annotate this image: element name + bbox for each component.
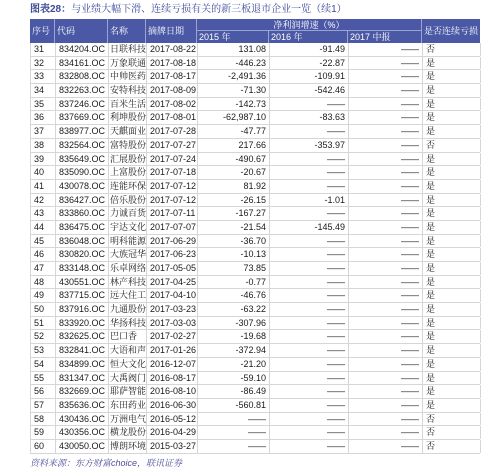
cell-growth-2016: —— (270, 385, 349, 398)
table-row (30, 153, 480, 167)
cell-code: 430078.OC (56, 180, 109, 193)
table-body (30, 43, 480, 454)
cell-growth-2017-interim: —— (349, 385, 423, 398)
cell-growth-2015: -47.77 (198, 125, 270, 138)
cell-name: 万洲电气 (110, 413, 147, 424)
header-code: 代码 (55, 19, 108, 43)
cell-code: 833860.OC (56, 207, 109, 220)
header-2016: 2016 年 (269, 31, 348, 43)
cell-seq: 34 (31, 84, 56, 97)
cell-growth-2015: -307.96 (198, 317, 270, 330)
cell-delisting-date: 2016-06-30 (147, 399, 198, 412)
cell-growth-2016: —— (270, 344, 349, 357)
delisted-companies-table (30, 19, 480, 454)
cell-seq: 52 (31, 330, 56, 343)
cell-growth-2017-interim: —— (349, 330, 423, 343)
cell-growth-2015: —— (198, 413, 270, 426)
table-row (30, 440, 480, 454)
cell-consecutive-loss: 是 (423, 57, 481, 70)
table-header (30, 19, 480, 43)
cell-consecutive-loss: 否 (423, 43, 481, 56)
cell-growth-2017-interim: —— (349, 372, 423, 385)
cell-growth-2017-interim: —— (349, 125, 423, 138)
cell-seq: 31 (31, 43, 56, 56)
cell-name: 利坤股份 (110, 112, 147, 123)
cell-seq: 33 (31, 70, 56, 83)
cell-delisting-date: 2017-08-17 (147, 70, 198, 83)
cell-consecutive-loss: 是 (423, 166, 481, 179)
table-row (30, 180, 480, 194)
cell-growth-2017-interim: —— (349, 180, 423, 193)
cell-seq: 38 (31, 139, 56, 152)
cell-growth-2015: -62,987.10 (198, 111, 270, 124)
cell-code: 834899.OC (56, 358, 109, 371)
cell-growth-2016: -1.01 (270, 194, 349, 207)
cell-name: 九通股份 (110, 304, 147, 315)
cell-consecutive-loss: 是 (423, 84, 481, 97)
source-note: 资料来源：东方财富choice，联讯证券 (30, 458, 183, 468)
cell-consecutive-loss: 是 (423, 276, 481, 289)
cell-consecutive-loss: 是 (423, 194, 481, 207)
cell-seq: 40 (31, 166, 56, 179)
cell-code: 837715.OC (56, 289, 109, 302)
cell-name: 远大住工 (110, 290, 147, 301)
cell-growth-2017-interim: —— (349, 221, 423, 234)
table-row (30, 43, 480, 57)
cell-growth-2017-interim: —— (349, 139, 423, 152)
cell-growth-2016: -83.63 (270, 111, 349, 124)
table-row (30, 372, 480, 386)
cell-delisting-date: 2017-04-10 (147, 289, 198, 302)
cell-growth-2015: -0.77 (198, 276, 270, 289)
cell-growth-2016: —— (270, 440, 349, 453)
cell-code: 832808.OC (56, 70, 109, 83)
cell-seq: 37 (31, 125, 56, 138)
cell-name: 安特科技 (110, 85, 147, 96)
cell-growth-2016: —— (270, 426, 349, 439)
cell-consecutive-loss: 是 (423, 303, 481, 316)
cell-code: 832669.OC (56, 385, 109, 398)
cell-consecutive-loss: 是 (423, 372, 481, 385)
table-row (30, 84, 480, 98)
cell-code: 837916.OC (56, 303, 109, 316)
cell-delisting-date: 2017-03-03 (147, 317, 198, 330)
figure-title (30, 2, 480, 17)
cell-seq: 55 (31, 372, 56, 385)
cell-growth-2015: -10.13 (198, 248, 270, 261)
cell-name: 倍乐股份 (110, 194, 147, 205)
cell-consecutive-loss: 是 (423, 385, 481, 398)
cell-delisting-date: 2016-04-29 (147, 426, 198, 439)
cell-growth-2017-interim: —— (349, 317, 423, 330)
cell-growth-2015: 217.66 (198, 139, 270, 152)
cell-growth-2016: -91.49 (270, 43, 349, 56)
cell-seq: 45 (31, 235, 56, 248)
cell-growth-2015: -21.54 (198, 221, 270, 234)
cell-seq: 48 (31, 276, 56, 289)
table-row (30, 111, 480, 125)
cell-growth-2015: -2,491.36 (198, 70, 270, 83)
cell-code: 430551.OC (56, 276, 109, 289)
cell-code: 833920.OC (56, 317, 109, 330)
table-row (30, 248, 480, 262)
table-row (30, 57, 480, 71)
cell-name: 万象联通 (110, 57, 147, 68)
cell-growth-2017-interim: —— (349, 262, 423, 275)
cell-delisting-date: 2017-08-22 (147, 43, 198, 56)
cell-consecutive-loss: 是 (423, 262, 481, 275)
cell-growth-2016: -145.49 (270, 221, 349, 234)
cell-code: 836048.OC (56, 235, 109, 248)
table-row (30, 262, 480, 276)
cell-growth-2016: —— (270, 262, 349, 275)
cell-code: 837246.OC (56, 98, 109, 111)
cell-code: 836475.OC (56, 221, 109, 234)
table-row (30, 385, 480, 399)
cell-consecutive-loss: 是 (423, 111, 481, 124)
cell-delisting-date: 2016-08-17 (147, 372, 198, 385)
table-row (30, 426, 480, 440)
cell-growth-2017-interim: —— (349, 111, 423, 124)
table-row (30, 330, 480, 344)
cell-name: 乐卓网络 (110, 263, 147, 273)
table-row (30, 139, 480, 153)
cell-code: 832841.OC (56, 344, 109, 357)
cell-growth-2017-interim: —— (349, 358, 423, 371)
cell-growth-2016: —— (270, 330, 349, 343)
cell-growth-2017-interim: —— (349, 248, 423, 261)
table-row (30, 125, 480, 139)
cell-growth-2015: -167.27 (198, 207, 270, 220)
cell-consecutive-loss: 否 (423, 139, 481, 152)
cell-growth-2015: 81.92 (198, 180, 270, 193)
table-row (30, 70, 480, 84)
cell-code: 830820.OC (56, 248, 109, 261)
cell-name: 百米生活 (110, 98, 147, 109)
cell-delisting-date: 2017-07-07 (147, 221, 198, 234)
table-row (30, 317, 480, 331)
cell-growth-2016: —— (270, 413, 349, 426)
cell-growth-2016: —— (270, 303, 349, 316)
cell-name: 富特股份 (110, 139, 147, 150)
cell-consecutive-loss: 是 (423, 153, 481, 166)
cell-seq: 36 (31, 111, 56, 124)
cell-growth-2016: -109.91 (270, 70, 349, 83)
cell-seq: 54 (31, 358, 56, 371)
table-row (30, 413, 480, 427)
cell-consecutive-loss: 是 (423, 317, 481, 330)
cell-growth-2015: -63.22 (198, 303, 270, 316)
cell-delisting-date: 2017-07-11 (147, 207, 198, 220)
cell-growth-2016: -353.97 (270, 139, 349, 152)
cell-growth-2017-interim: —— (349, 235, 423, 248)
table-row (30, 166, 480, 180)
cell-growth-2017-interim: —— (349, 153, 423, 166)
cell-consecutive-loss: 是 (423, 399, 481, 412)
cell-name: 林产科技 (110, 276, 147, 287)
cell-delisting-date: 2016-08-10 (147, 385, 198, 398)
table-row (30, 221, 480, 235)
table-row (30, 276, 480, 290)
cell-seq: 59 (31, 426, 56, 439)
cell-name: 明科能源 (110, 235, 147, 246)
cell-name: 华扬科技 (110, 317, 147, 328)
cell-delisting-date: 2017-07-28 (147, 125, 198, 138)
cell-code: 835090.OC (56, 166, 109, 179)
figure-label: 图表28： (30, 4, 72, 15)
cell-delisting-date: 2017-05-05 (147, 262, 198, 275)
cell-growth-2016: —— (270, 235, 349, 248)
cell-growth-2015: -86.49 (198, 385, 270, 398)
cell-seq: 60 (31, 440, 56, 453)
cell-name: 横龙股份 (110, 427, 147, 438)
header-consecutive-loss: 是否连续亏损 (424, 26, 479, 36)
cell-growth-2016: —— (270, 276, 349, 289)
cell-name: 恒大文化 (110, 358, 147, 369)
cell-growth-2015: -142.73 (198, 98, 270, 111)
cell-growth-2016: —— (270, 289, 349, 302)
cell-growth-2017-interim: —— (349, 440, 423, 453)
cell-code: 835636.OC (56, 399, 109, 412)
cell-consecutive-loss: 否 (423, 426, 481, 439)
cell-growth-2017-interim: —— (349, 194, 423, 207)
cell-name: 大语和声 (110, 345, 147, 356)
table-row (30, 399, 480, 413)
cell-seq: 41 (31, 180, 56, 193)
cell-growth-2016: —— (270, 358, 349, 371)
cell-consecutive-loss: 是 (423, 358, 481, 371)
cell-consecutive-loss: 是 (423, 98, 481, 111)
cell-growth-2016: —— (270, 399, 349, 412)
cell-growth-2015: -490.67 (198, 153, 270, 166)
table-row (30, 358, 480, 372)
table-row (30, 235, 480, 249)
cell-delisting-date: 2016-12-07 (147, 358, 198, 371)
cell-growth-2015: —— (198, 440, 270, 453)
cell-delisting-date: 2017-07-12 (147, 194, 198, 207)
cell-growth-2016: —— (270, 207, 349, 220)
header-2015: 2015 年 (197, 31, 269, 43)
cell-growth-2015: -560.81 (198, 399, 270, 412)
cell-growth-2017-interim: —— (349, 57, 423, 70)
cell-seq: 43 (31, 207, 56, 220)
cell-consecutive-loss: 是 (423, 180, 481, 193)
cell-delisting-date: 2017-08-01 (147, 111, 198, 124)
table-row (30, 344, 480, 358)
cell-delisting-date: 2017-06-29 (147, 235, 198, 248)
cell-growth-2016: —— (270, 98, 349, 111)
cell-growth-2015: -21.20 (198, 358, 270, 371)
table-row (30, 207, 480, 221)
cell-name: 上富股份 (110, 167, 147, 178)
cell-code: 838977.OC (56, 125, 109, 138)
cell-code: 832263.OC (56, 84, 109, 97)
cell-seq: 32 (31, 57, 56, 70)
cell-delisting-date: 2017-03-23 (147, 303, 198, 316)
cell-name: 博朗环境 (110, 440, 147, 451)
cell-growth-2017-interim: —— (349, 413, 423, 426)
cell-seq: 51 (31, 317, 56, 330)
cell-consecutive-loss: 是 (423, 248, 481, 261)
cell-delisting-date: 2017-07-24 (147, 153, 198, 166)
cell-name: 力诚百货 (110, 208, 147, 219)
cell-seq: 53 (31, 344, 56, 357)
cell-delisting-date: 2017-08-02 (147, 98, 198, 111)
cell-seq: 44 (31, 221, 56, 234)
cell-growth-2015: -59.10 (198, 372, 270, 385)
header-delisting-date: 摘牌日期 (146, 19, 197, 43)
cell-name: 宇达文化 (110, 221, 147, 232)
cell-growth-2017-interim: —— (349, 70, 423, 83)
cell-growth-2015: -19.68 (198, 330, 270, 343)
cell-delisting-date: 2017-01-26 (147, 344, 198, 357)
cell-name: 耶萨智能 (110, 386, 147, 397)
cell-code: 430436.OC (56, 413, 109, 426)
cell-code: 835649.OC (56, 153, 109, 166)
cell-delisting-date: 2017-07-27 (147, 139, 198, 152)
cell-code: 836427.OC (56, 194, 109, 207)
cell-delisting-date: 2016-05-12 (147, 413, 198, 426)
cell-growth-2017-interim: —— (349, 166, 423, 179)
cell-growth-2017-interim: —— (349, 207, 423, 220)
cell-delisting-date: 2017-07-18 (147, 166, 198, 179)
cell-consecutive-loss: 是 (423, 289, 481, 302)
cell-code: 833148.OC (56, 262, 109, 275)
cell-seq: 39 (31, 153, 56, 166)
cell-growth-2017-interim: —— (349, 344, 423, 357)
cell-consecutive-loss: 是 (423, 221, 481, 234)
cell-growth-2016: —— (270, 248, 349, 261)
cell-consecutive-loss: 是 (423, 207, 481, 220)
header-seq: 序号 (30, 19, 55, 43)
cell-name: 大族冠华 (110, 249, 147, 260)
cell-seq: 56 (31, 385, 56, 398)
cell-consecutive-loss: 是 (423, 235, 481, 248)
cell-seq: 50 (31, 303, 56, 316)
cell-name: 大禹阀门 (110, 372, 147, 383)
cell-delisting-date: 2017-08-18 (147, 57, 198, 70)
cell-growth-2015: -26.15 (198, 194, 270, 207)
cell-growth-2016: —— (270, 125, 349, 138)
cell-code: 831347.OC (56, 372, 109, 385)
cell-consecutive-loss: 是 (423, 330, 481, 343)
cell-delisting-date: 2015-03-27 (147, 440, 198, 453)
cell-consecutive-loss: 是 (423, 344, 481, 357)
cell-delisting-date: 2017-06-23 (147, 248, 198, 261)
cell-growth-2016: -22.87 (270, 57, 349, 70)
table-row (30, 289, 480, 303)
cell-growth-2016: -542.46 (270, 84, 349, 97)
cell-code: 834204.OC (56, 43, 109, 56)
cell-growth-2017-interim: —— (349, 426, 423, 439)
cell-growth-2017-interim: —— (349, 303, 423, 316)
cell-seq: 46 (31, 248, 56, 261)
header-name: 名称 (108, 19, 146, 43)
cell-growth-2017-interim: —— (349, 43, 423, 56)
cell-code: 832625.OC (56, 330, 109, 343)
cell-growth-2016: —— (270, 372, 349, 385)
cell-name: 中帅医药 (110, 71, 147, 82)
header-net-profit-growth: 净利润增速（%） (197, 19, 422, 31)
cell-growth-2017-interim: —— (349, 399, 423, 412)
table-row (30, 98, 480, 112)
cell-growth-2015: -372.94 (198, 344, 270, 357)
cell-consecutive-loss: 是 (423, 70, 481, 83)
cell-consecutive-loss: 否 (423, 413, 481, 426)
cell-growth-2015: -36.70 (198, 235, 270, 248)
cell-code: 837669.OC (56, 111, 109, 124)
table-row (30, 194, 480, 208)
cell-seq: 49 (31, 289, 56, 302)
figure-title-text: 与业绩大幅下滑、连续亏损有关的新三板退市企业一览（续1） (71, 4, 347, 15)
cell-code: 834161.OC (56, 57, 109, 70)
cell-growth-2015: -20.67 (198, 166, 270, 179)
cell-growth-2017-interim: —— (349, 98, 423, 111)
cell-delisting-date: 2017-04-25 (147, 276, 198, 289)
cell-growth-2015: —— (198, 426, 270, 439)
cell-seq: 47 (31, 262, 56, 275)
cell-code: 430356.OC (56, 426, 109, 439)
cell-growth-2016: —— (270, 153, 349, 166)
cell-growth-2016: —— (270, 166, 349, 179)
cell-code: 832564.OC (56, 139, 109, 152)
cell-delisting-date: 2017-07-12 (147, 180, 198, 193)
cell-name: 东田药业 (110, 399, 147, 410)
cell-growth-2017-interim: —— (349, 276, 423, 289)
cell-growth-2017-interim: —— (349, 289, 423, 302)
cell-seq: 58 (31, 413, 56, 426)
cell-growth-2015: -71.30 (198, 84, 270, 97)
cell-code: 430050.OC (56, 440, 109, 453)
cell-growth-2016: —— (270, 180, 349, 193)
cell-seq: 57 (31, 399, 56, 412)
cell-name: 连能环保 (110, 180, 147, 191)
cell-consecutive-loss: 是 (423, 125, 481, 138)
cell-consecutive-loss: 否 (423, 440, 481, 453)
header-2017-interim: 2017 中报 (348, 31, 422, 43)
cell-growth-2015: 73.85 (198, 262, 270, 275)
cell-seq: 35 (31, 98, 56, 111)
cell-growth-2015: -446.23 (198, 57, 270, 70)
cell-growth-2015: -46.76 (198, 289, 270, 302)
cell-name: 汇展股份 (110, 153, 147, 164)
cell-growth-2016: —— (270, 317, 349, 330)
cell-seq: 42 (31, 194, 56, 207)
cell-name: 日联科技 (110, 44, 147, 54)
table-row (30, 303, 480, 317)
cell-growth-2017-interim: —— (349, 84, 423, 97)
cell-name: 巴口香 (109, 330, 147, 343)
cell-delisting-date: 2017-02-27 (147, 330, 198, 343)
cell-name: 天麒面业 (110, 126, 147, 137)
cell-growth-2015: 131.08 (198, 43, 270, 56)
cell-delisting-date: 2017-08-09 (147, 84, 198, 97)
